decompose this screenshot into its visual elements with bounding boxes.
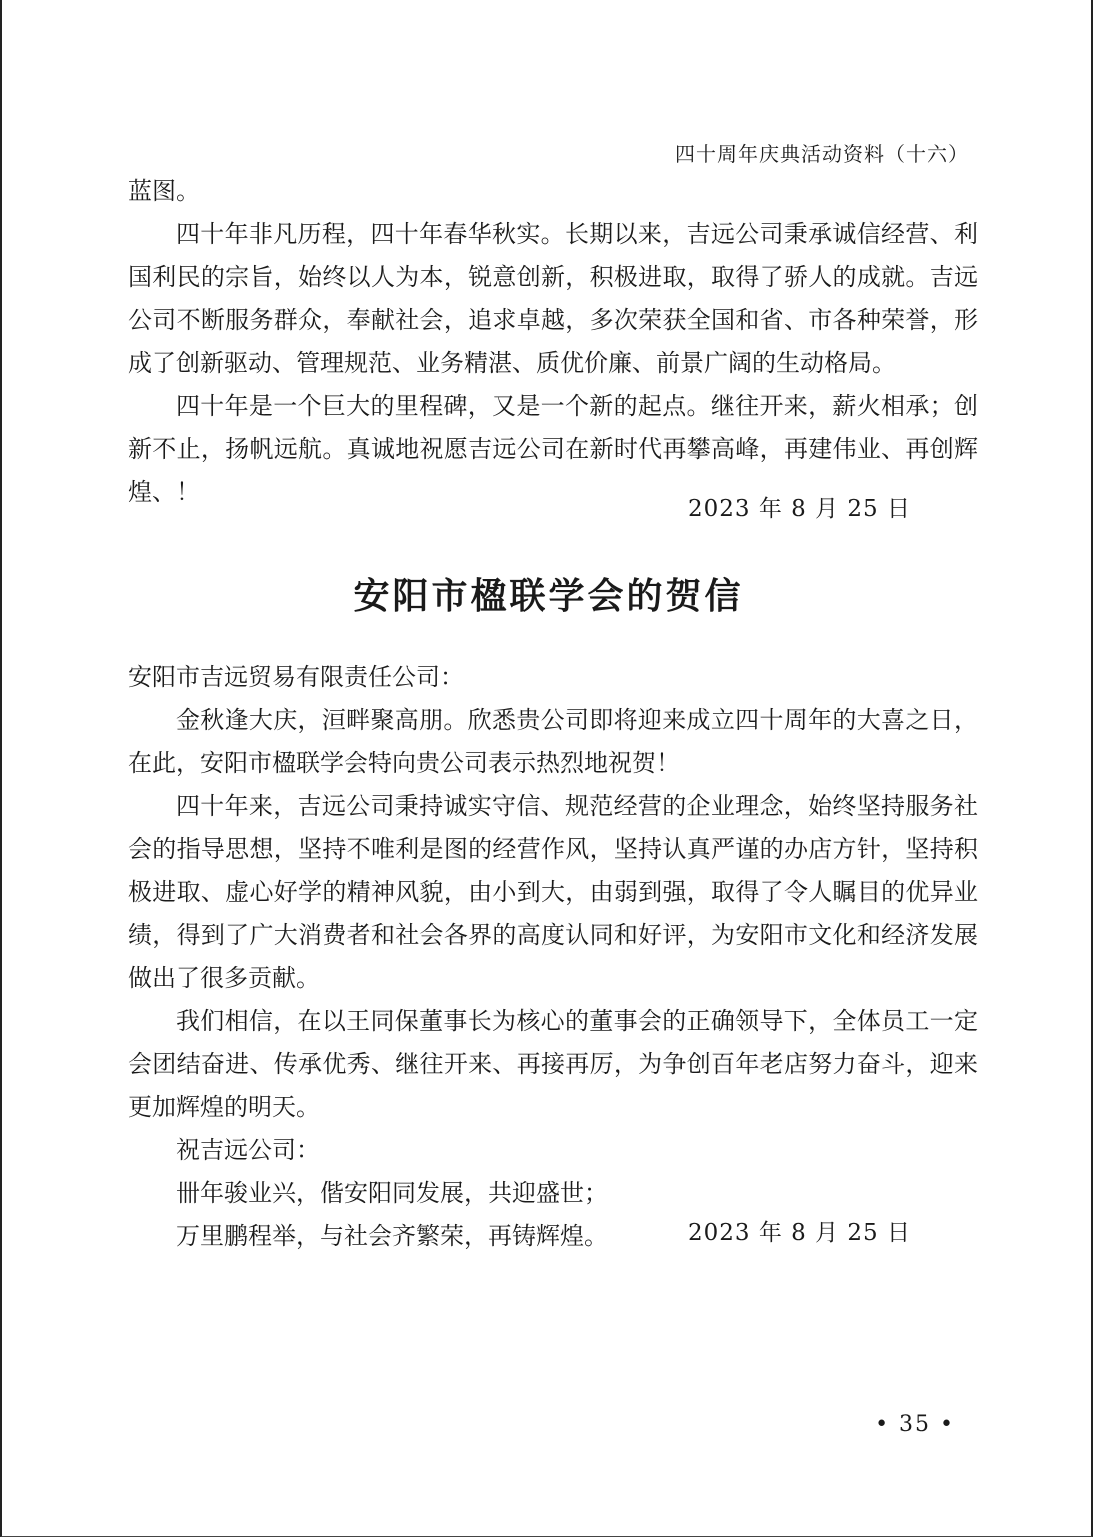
paragraph: 四十年非凡历程，四十年春华秋实。长期以来，吉远公司秉承诚信经营、利国利民的宗旨，始终以人为本，锐意创新，积极进取，取得了骄人的成就。吉远公司不断服务群众，奉献社会，追求卓越，多次荣获全国和省、市各种荣誉，形成了创新驱动、管理规范、业务精湛、质优价廉、前景广阔的生动格局。	[128, 220, 978, 377]
letter-2-title: 安阳市楹联学会的贺信	[353, 575, 744, 617]
blessing-intro: 祝吉远公司：	[176, 1136, 320, 1164]
paragraph: 四十年是一个巨大的里程碑，又是一个新的起点。继往开来，薪火相承；创新不止，扬帆远航。真诚地祝愿吉远公司在新时代再攀高峰，再建伟业、再创辉煌、！	[128, 392, 978, 506]
paragraph: 我们相信，在以王同保董事长为核心的董事会的正确领导下，全体员工一定会团结奋进、传承优秀、继往开来、再接再厉，为争创百年老店努力奋斗，迎来更加辉煌的明天。	[128, 1007, 978, 1121]
letter-1-body	[128, 170, 978, 514]
paragraph: 蓝图。	[128, 177, 200, 205]
letter-1-date: 2023 年 8 月 25 日	[688, 496, 911, 522]
running-header: 四十周年庆典活动资料（十六）	[675, 142, 969, 166]
salutation: 安阳市吉远贸易有限责任公司：	[128, 663, 464, 691]
couplet-line-1: 卌年骏业兴，偕安阳同发展，共迎盛世；	[176, 1179, 608, 1207]
letter-2-body	[128, 656, 978, 1258]
page-number: • 35 •	[875, 1412, 955, 1437]
paragraph: 四十年来，吉远公司秉持诚实守信、规范经营的企业理念，始终坚持服务社会的指导思想，坚持不唯利是图的经营作风，坚持认真严谨的办店方针，坚持积极进取、虚心好学的精神风貌，由小到大，由弱到强，取得了令人瞩目的优异业绩，得到了广大消费者和社会各界的高度认同和好评，为安阳市文化和经济发展做出了很多贡献。	[128, 792, 978, 992]
couplet-line-2: 万里鹏程举，与社会齐繁荣，再铸辉煌。	[176, 1222, 608, 1250]
letter-2-date: 2023 年 8 月 25 日	[688, 1220, 911, 1246]
paragraph: 金秋逢大庆，洹畔聚高朋。欣悉贵公司即将迎来成立四十周年的大喜之日，在此，安阳市楹联学会特向贵公司表示热烈地祝贺！	[128, 706, 978, 777]
